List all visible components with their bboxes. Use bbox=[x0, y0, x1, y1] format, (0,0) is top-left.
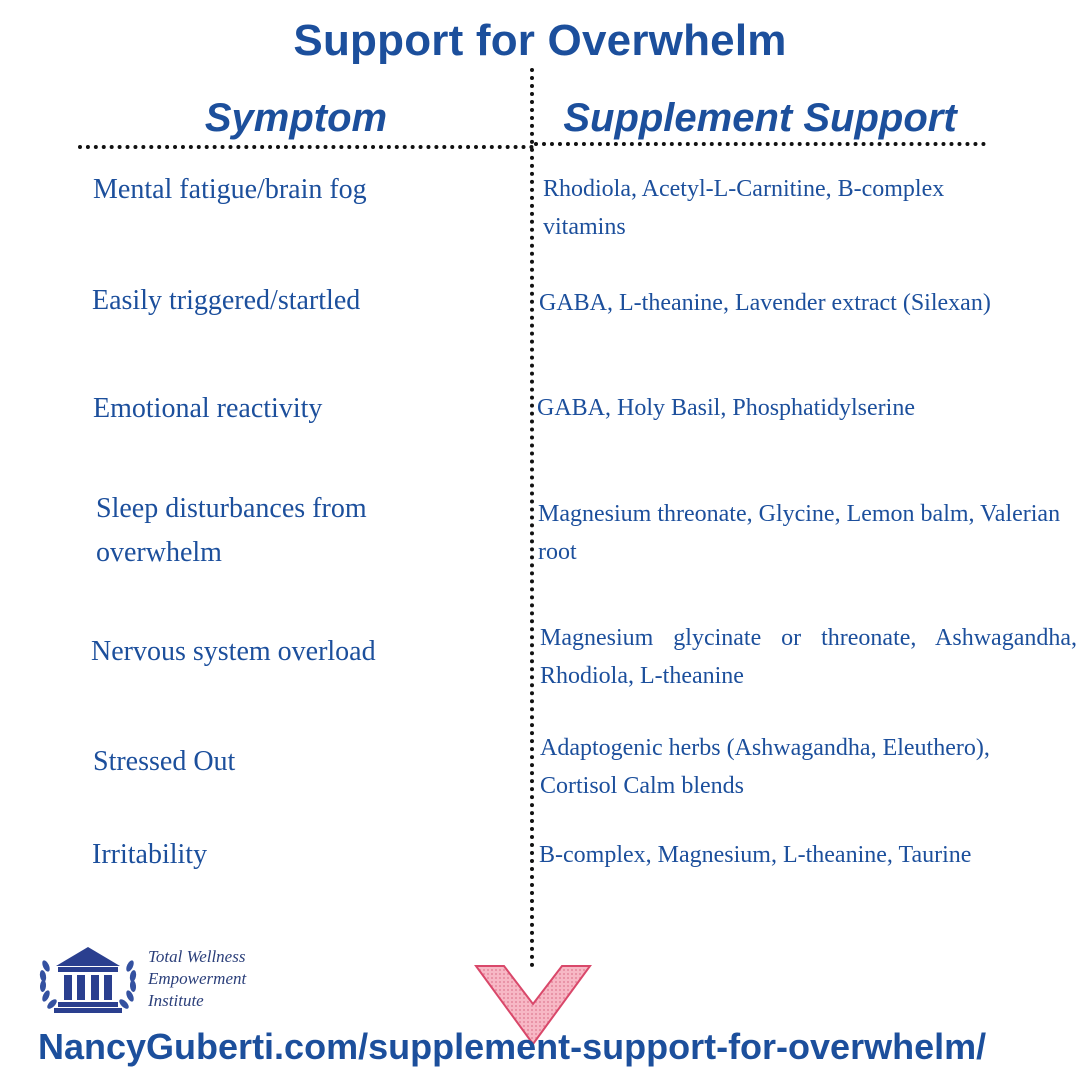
header-divider-left bbox=[78, 145, 534, 149]
logo-line: Empowerment bbox=[148, 969, 247, 988]
supplement-text: Magnesium threonate, Glycine, Lemon balm, Valerian root bbox=[538, 501, 1061, 565]
symptom-text: Irritability bbox=[92, 839, 208, 870]
symptom-text: Mental fatigue/brain fog bbox=[93, 174, 367, 205]
column-divider bbox=[530, 68, 534, 968]
page-title: Support for Overwhelm bbox=[293, 16, 787, 65]
symptom-text: Nervous system overload bbox=[91, 636, 376, 667]
symptom-text: Easily triggered/startled bbox=[92, 285, 361, 316]
symptom-text: Emotional reactivity bbox=[93, 393, 323, 424]
logo-line: Total Wellness bbox=[148, 947, 246, 966]
columns-building-laurel-icon bbox=[36, 944, 140, 1016]
symptom-column-header: Symptom bbox=[204, 96, 388, 140]
supplement-text: Rhodiola, Acetyl-L-Carnitine, B-complex vitamins bbox=[543, 176, 945, 240]
supplement-text: GABA, Holy Basil, Phosphatidylserine bbox=[537, 395, 915, 421]
header-divider-right bbox=[534, 142, 986, 146]
supplement-column-header: Supplement Support bbox=[563, 96, 957, 140]
symptom-text: Stressed Out bbox=[93, 746, 236, 777]
website-url[interactable]: NancyGuberti.com/supplement-support-for-overwhelm/ bbox=[38, 1026, 987, 1067]
logo-wordmark bbox=[148, 946, 246, 1012]
supplement-text: Adaptogenic herbs (Ashwagandha, Eleuthero), Cortisol Calm blends bbox=[540, 735, 990, 799]
supplement-text: B-complex, Magnesium, L-theanine, Taurine bbox=[539, 842, 972, 868]
logo-line: Institute bbox=[148, 991, 204, 1010]
supplement-text: Magnesium glycinate or threonate, Ashwagandha, Rhodiola, L-theanine bbox=[540, 625, 1077, 689]
supplement-text: GABA, L-theanine, Lavender extract (Silexan) bbox=[539, 290, 991, 316]
symptom-text: Sleep disturbances from overwhelm bbox=[96, 493, 367, 568]
